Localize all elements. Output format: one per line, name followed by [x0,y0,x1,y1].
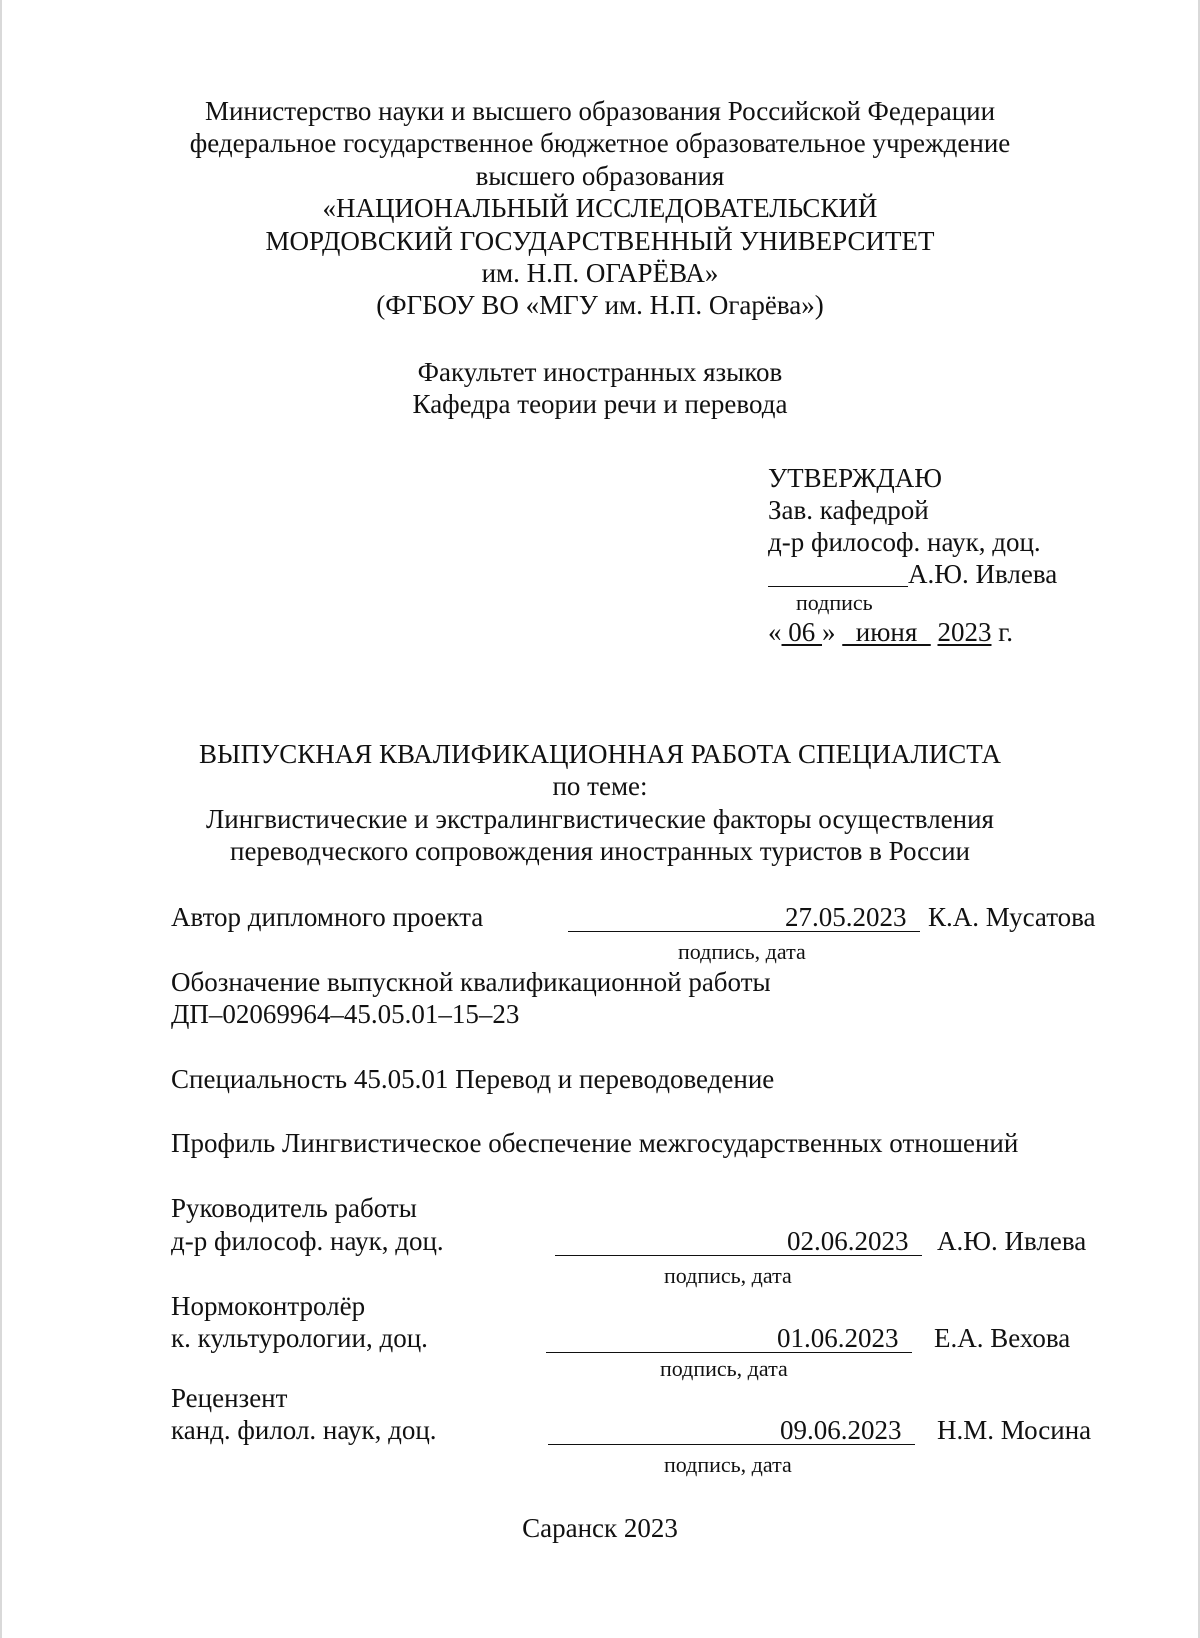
topic-line: переводческого сопровождения иностранных туристов в России [230,836,970,867]
author-date: 27.05.2023 [785,902,907,932]
header-line: МОРДОВСКИЙ ГОСУДАРСТВЕННЫЙ УНИВЕРСИТЕТ [265,225,935,256]
approval-year: 2023 [937,617,992,647]
supervisor-caption: подпись, дата [664,1263,792,1288]
header-line: им. Н.П. ОГАРЁВА» [481,258,719,289]
normcontrol-date: 01.06.2023 [777,1323,899,1353]
header-line: Министерство науки и высшего образования Российской Федерации [204,96,996,126]
designation-label: Обозначение выпускной квалификационной работы [171,967,771,997]
normcontrol-degree: к. культурологии, доц. [171,1323,428,1353]
supervisor-role: Руководитель работы [171,1193,417,1223]
supervisor-name: А.Ю. Ивлева [937,1226,1087,1256]
reviewer-caption: подпись, дата [664,1452,792,1477]
topic-line: Лингвистические и экстралингвистические факторы осуществления [206,803,994,834]
faculty-name: Факультет иностранных языков [417,357,783,387]
supervisor-degree: д-р философ. наук, доц. [171,1226,444,1256]
normcontrol-role: Нормоконтролёр [171,1291,366,1321]
reviewer-signature-line [548,1414,915,1445]
normcontrol-signature-line [546,1322,912,1353]
reviewer-name: Н.М. Мосина [937,1415,1092,1445]
approval-block [768,462,1057,648]
approval-date: « 06 » июня 2023 г. [768,617,1014,647]
thesis-title-block [0,738,1200,868]
topic-label: по теме: [552,771,648,802]
approval-signature-row [768,558,1057,590]
header-line: федеральное государственное бюджетное образовательное учреждение [189,128,1011,159]
author-signature-line [568,901,920,932]
profile: Профиль Лингвистическое обеспечение межгосударственных отношений [171,1128,1019,1158]
reviewer-role: Рецензент [171,1383,288,1413]
department-name: Кафедра теории речи и перевода [412,389,788,420]
approval-heading: УТВЕРЖДАЮ [768,463,943,493]
thesis-type: ВЫПУСКНАЯ КВАЛИФИКАЦИОННАЯ РАБОТА СПЕЦИАЛИСТА [199,739,1001,769]
approval-position: Зав. кафедрой [768,495,929,525]
signature-caption: подпись [796,590,873,615]
normcontrol-caption: подпись, дата [660,1356,788,1381]
ministry-header [0,95,1200,322]
reviewer-date: 09.06.2023 [780,1415,902,1445]
specialty: Специальность 45.05.01 Перевод и переводоведение [171,1064,775,1094]
approval-name: А.Ю. Ивлева [908,559,1058,589]
designation-code: ДП–02069964–45.05.01–15–23 [171,999,520,1029]
author-label: Автор дипломного проекта [171,902,484,932]
header-line: высшего образования [475,160,725,191]
supervisor-date: 02.06.2023 [787,1226,909,1256]
faculty-block [0,356,1200,421]
normcontrol-name: Е.А. Вехова [934,1323,1071,1353]
approval-month: июня [842,617,931,647]
approval-day: 06 [781,617,822,647]
approval-degree: д-р философ. наук, доц. [768,527,1041,557]
header-line: «НАЦИОНАЛЬНЫЙ ИССЛЕДОВАТЕЛЬСКИЙ [322,193,878,224]
signature-line [768,562,908,587]
header-line: (ФГБОУ ВО «МГУ им. Н.П. Огарёва») [376,290,824,321]
author-name: К.А. Мусатова [928,902,1096,932]
city-year: Саранск 2023 [522,1513,678,1543]
author-caption: подпись, дата [678,939,806,964]
supervisor-signature-line [555,1225,922,1256]
reviewer-degree: канд. филол. наук, доц. [171,1415,437,1445]
